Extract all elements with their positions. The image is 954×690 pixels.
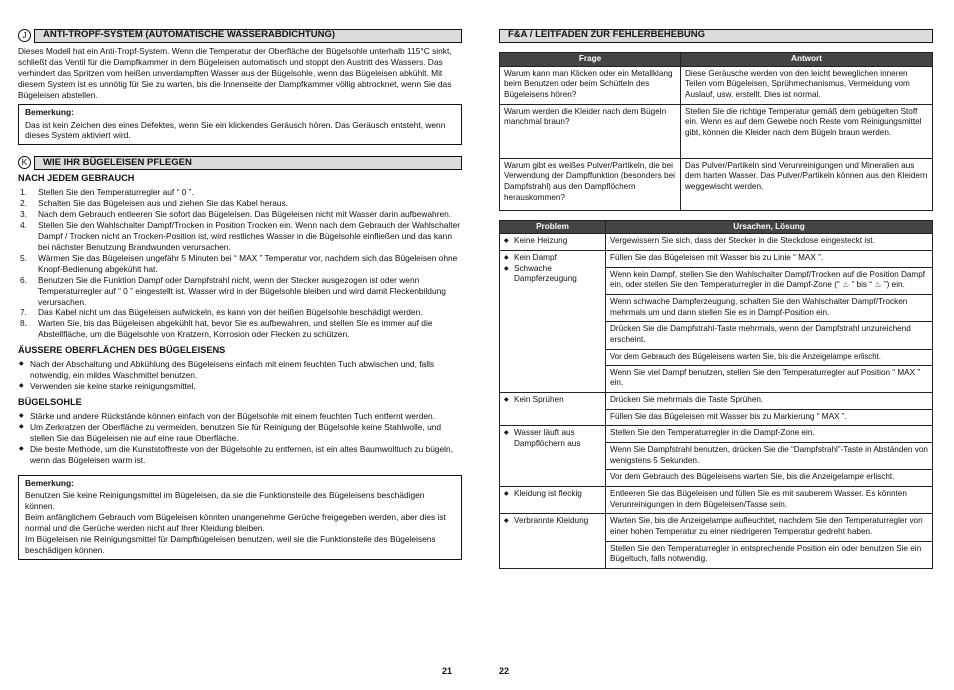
section-j-header [18,28,462,43]
section-j-note-text: Das ist kein Zeichen des eines Defektes, wenn Sie ein klickendes Geräusch hören. Das Geräusch entsteht, wenn dieses System aktiviert wird. [25,119,446,141]
section-k-header [18,155,462,170]
table-row [500,514,933,541]
note-line: Benutzen Sie keine Reinigungsmittel im Bügeleisen, da sie die Funktionsteile des Bügeleisens beschädigen können. [25,490,425,512]
subheading-after-use: NACH JEDEM GEBRAUCH [18,173,135,184]
step-item: 2. Schalten Sie das Bügeleisen aus und ziehen Sie das Kabel heraus. [20,198,289,209]
ts-col-solution: Ursachen, Lösung [606,220,933,234]
outer-surfaces-list [18,359,462,392]
problem-cell: ◆ Kein Sprühen [500,392,606,425]
solution-cell: Stellen Sie den Temperaturregler in entsprechende Position ein oder benutzen Sie ein Bügeltuch, falls notwendig. [606,541,933,568]
subheading-outer-surfaces: ÄUSSERE OBERFLÄCHEN DES BÜGELEISENS [18,345,226,356]
note-line: Beim anfänglichem Gebrauch vom Bügeleisen könnten unangenehme Gerüche freigegeben werden, aber dies ist normal und die Gerüche werden nicht auf Ihrer Kleidung bleiben. [25,512,446,534]
answer-cell: Das Pulver/Partikeln sind Verunreinigungen und Mineralien aus dem harten Wasser. Das Pulver/Partikeln können aus den Kleidern weggewischt werden. [681,158,933,210]
troubleshooting-table [499,220,933,569]
list-item: ◆ Nach der Abschaltung und Abkühlung des Bügeleisens einfach mit einem feuchten Tuch abwischen und, falls notwendig, ein mildes Waschmittel benutzen. [18,359,462,381]
table-row [500,158,933,210]
step-item: 7. Das Kabel nicht um das Bügeleisen aufwickeln, es kann von der heißen Bügelsohle beschädigt werden. [20,307,423,318]
solution-cell: Wenn kein Dampf, stellen Sie den Wahlschalter Dampf/Trocken auf die Position Dampf ein, oder stellen Sie den Temperaturregler in die Dampf-Zone (“ ♨ ” bis “ ♨ ”) ein. [606,267,933,294]
question-cell: Warum gibt es weißes Pulver/Partikeln, die bei Verwendung der Dampffunktion (besonders bei Dampfstrahl) aus den Dampflöchern herauskommen? [500,158,681,210]
table-row [500,250,933,267]
section-j-letter: J [18,29,31,42]
solution-cell: Warten Sie, bis die Anzeigelampe aufleuchtet, nachdem Sie den Temperaturregler von einer hohen Temperatur zu einer niedrigeren Temperatur gedreht haben. [606,514,933,541]
solution-cell: Drücken Sie die Dampfstrahl-Taste mehrmals, wenn der Dampfstrahl unzureichend erscheint. [606,322,933,349]
problem-cell: ◆ Keine Heizung [500,234,606,251]
table-row [500,66,933,104]
solution-cell: Füllen Sie das Bügeleisen mit Wasser bis zu Markierung “ MAX ”. [606,409,933,426]
solution-cell: Wenn Sie viel Dampf benutzen, stellen Sie den Temperaturregler auf Position “ MAX ” ein. [606,365,933,392]
solution-cell: Stellen Sie den Temperaturregler in die Dampf-Zone ein. [606,426,933,443]
solution-cell: Füllen Sie das Bügeleisen mit Wasser bis zu Linie “ MAX ”. [606,250,933,267]
table-row [500,486,933,513]
page-number-left: 21 [442,666,453,676]
answer-cell: Diese Geräusche werden von den leicht beweglichen inneren Teilen vom Bügeleisen, Sprühmechanismus, Vermeidung vom Auslauf, usw. erstellt. Dies ist normal. [681,66,933,104]
faq-table [499,52,933,211]
solution-cell: Wenn schwache Dampferzeugung, schalten Sie den Wahlschalter Dampf/Trocken mehrmals um und dann stellen Sie es in Dampf-Position ein. [606,294,933,321]
table-row [500,104,933,158]
table-row [500,234,933,251]
solution-cell: Wenn Sie Dampfstrahl benutzen, drücken Sie die “Dampfstrahl”-Taste in Abständen von wenigstens 5 Sekunden. [606,442,933,469]
problem-cell: ◆ Wasser läuft aus Dampflöchern aus [500,426,606,487]
problem-cell: ◆ Kleidung ist fleckig [500,486,606,513]
faq-title: F&A / LEITFADEN ZUR FEHLERBEHEBUNG [499,29,933,43]
section-j-note [18,104,462,146]
list-item: ◆ Die beste Methode, um die Kunststoffreste von der Bügelsohle zu entfernen, ist ein altes Baumwolltuch zu bügeln, wenn das Bügeleisen warm ist. [18,444,462,466]
step-item: 6. Benutzen Sie die Funktion Dampf oder Dampfstrahl nicht, wenn der Stecker ausgezogen ist oder wenn Temperaturregler auf “ 0 ” eingestellt ist. Wasser wird in der Bügelsohle bleiben und wird damit Fleckenbildung verursachen. [20,274,446,307]
problem-cell: ◆ Verbrannte Kleidung [500,514,606,569]
step-item: 3. Nach dem Gebrauch entleeren Sie sofort das Bügeleisen. Das Bügeleisen nicht mit Wasser darin aufbewahren. [20,209,452,220]
section-j-title: ANTI-TROPF-SYSTEM (AUTOMATISCHE WASSERABDICHTUNG) [34,29,462,43]
ts-header-row [500,220,933,234]
section-k-title: WIE IHR BÜGELEISEN PFLEGEN [34,156,462,170]
note-line: Im Bügeleisen nie Reinigungsmittel für Dampfbügeleisen benutzen, weil sie die Funktionsteile des Bügeleisens beschädigen können. [25,534,436,556]
left-page [18,28,462,564]
table-row [500,426,933,443]
list-item: ◆ Verwenden sie keine starke reinigungsmittel. [18,381,462,392]
page-number-right: 22 [499,666,510,676]
list-item: ◆ Stärke und andere Rückstände können einfach von der Bügelsohle mit einem feuchten Tuch entfernt werden. [18,411,462,422]
after-use-steps [18,187,462,340]
solution-cell: Drücken Sie mehrmals die Taste Sprühen. [606,392,933,409]
ts-col-problem: Problem [500,220,606,234]
section-k-letter: K [18,156,31,169]
step-item: 5. Wärmen Sie das Bügeleisen ungefähr 5 Minuten bei “ MAX ” Temperatur vor, nachdem sich das Bügeleisen ohne Knopf-Bedienung abgekühlt hat. [20,252,458,274]
table-row [500,392,933,409]
section-k-note-title: Bemerkung: [25,477,74,488]
solution-cell: Vor dem Gebrauch des Bügeleisens warten Sie, bis die Anzeigelampe erlischt. [606,349,933,365]
section-k-note [18,475,462,560]
step-item: 8. Warten Sie, bis das Bügeleisen abgekühlt hat, bevor Sie es aufbewahren, und stellen Sie es immer auf die Abstellfläche, um die Bügelsohle von Kratzern, Korrosion oder Flecken zu schützen. [20,318,433,340]
faq-col-question: Frage [500,53,681,67]
solution-cell: Vor dem Gebrauch des Bügeleisens warten Sie, bis die Anzeigelampe erlischt. [606,470,933,487]
answer-cell: Stellen Sie die richtige Temperatur gemäß dem gebügelten Stoff ein. Wenn es auf dem Gewebe noch Reste vom Reinigungsmittel gibt, können die Kleider nach dem Bügeln braun werden. [681,104,933,158]
soleplate-list [18,411,462,466]
step-item: 4. Stellen Sie den Wahlschalter Dampf/Trocken in Position Trocken ein. Wenn nach dem Gebrauch der Wahlschalter Dampf / Trocken nicht an Trocken-Position ist, wird restliches Wasser in die Bügelsohle einfließen und das kann bei nächster Benutzung Brandwunden verursachen. [20,220,461,252]
question-cell: Warum werden die Kleider nach dem Bügeln manchmal braun? [500,104,681,158]
list-item: ◆ Um Zerkratzen der Oberfläche zu vermeiden, benutzen Sie für Reinigung der Bügelsohle keine Stahlwolle, und stellen Sie das Bügeleisen nie auf eine raue Oberfläche. [18,422,462,444]
step-item: 1. Stellen Sie den Temperaturregler auf “ 0 ”. [20,187,194,198]
section-j-note-title: Bemerkung: [25,106,74,117]
faq-header-row [500,53,933,67]
question-cell: Warum kann man Klicken oder ein Metallklang beim Benutzen oder beim Schütteln des Bügeleisens hören? [500,66,681,104]
faq-header [499,28,933,43]
problem-cell: ◆ Kein Dampf ◆ Schwache Dampferzeugung [500,250,606,392]
faq-col-answer: Antwort [681,53,933,67]
solution-cell: Vergewissern Sie sich, dass der Stecker in die Steckdose eingesteckt ist. [606,234,933,251]
section-j-body: Dieses Modell hat ein Anti-Tropf-System. Wenn die Temperatur der Oberfläche der Bügelsohle unterhalb 115°C sinkt, schließt das Ventil für die Dampfkammer in dem Bügeleisen automatisch und stoppt den Austritt des Wassers. Das verhindert das Spritzen vom heißen unverdampften Wasser aus der Bügelsohle, wenn das Bügeleisen abkühlt. Mit diesem System ist es unnötig für Sie zu warten, bis die Innenseite der Dampfkammer völlig abtrocknet, wenn Sie das Bügeleisen abstellen. [18,46,452,100]
solution-cell: Entleeren Sie das Bügeleisen und füllen Sie es mit sauberem Wasser. Es könnten Verunreinigungen in dem Bügeleisen/Tasse sein. [606,486,933,513]
subheading-soleplate: BÜGELSOHLE [18,396,82,407]
right-page [499,28,933,569]
